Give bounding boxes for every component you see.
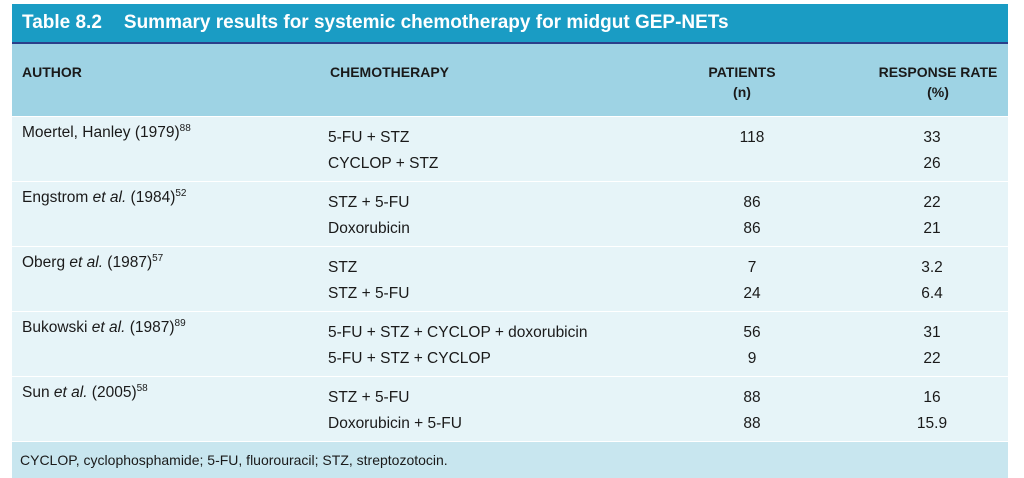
header-patients-unit: (n)	[733, 84, 751, 100]
table-row-group	[12, 246, 1008, 311]
response-cell: 22	[923, 350, 941, 367]
author-name: Sun et al. (2005)	[22, 384, 137, 402]
table-row-group	[12, 311, 1008, 376]
patients-cell: 88	[743, 389, 761, 406]
table-row-group	[12, 116, 1008, 181]
response-cell: 26	[923, 155, 941, 172]
header-patients-label: PATIENTS	[708, 64, 776, 80]
response-cell: 15.9	[916, 415, 948, 432]
header-author: AUTHOR	[22, 64, 82, 80]
chemotherapy-cell: 5-FU + STZ	[328, 129, 410, 146]
table-title-bar	[12, 4, 1008, 44]
chemotherapy-cell: 5-FU + STZ + CYCLOP	[328, 350, 491, 367]
patients-cell: 86	[743, 194, 761, 211]
header-response-label: RESPONSE RATE	[878, 64, 998, 80]
table-row-group	[12, 181, 1008, 246]
chemotherapy-cell: 5-FU + STZ + CYCLOP + doxorubicin	[328, 324, 588, 341]
patients-cell: 7	[747, 259, 757, 276]
chemotherapy-cell: STZ	[328, 259, 358, 276]
table-header-row	[12, 44, 1008, 116]
response-cell: 21	[923, 220, 941, 237]
patients-cell: 56	[743, 324, 761, 341]
response-cell: 16	[923, 389, 941, 406]
reference-number: 52	[175, 188, 187, 199]
table-body	[12, 116, 1008, 441]
response-cell: 6.4	[921, 285, 943, 302]
author-cell	[22, 318, 186, 337]
response-cell: 22	[923, 194, 941, 211]
author-cell	[22, 253, 163, 272]
chemotherapy-cell: Doxorubicin + 5-FU	[328, 415, 462, 432]
chemotherapy-cell: STZ + 5-FU	[328, 389, 410, 406]
chemotherapy-cell: STZ + 5-FU	[328, 194, 410, 211]
chemotherapy-cell: Doxorubicin	[328, 220, 410, 237]
chemotherapy-cell: CYCLOP + STZ	[328, 155, 439, 172]
header-response-rate	[868, 62, 1008, 102]
table-number: Table 8.2	[22, 12, 102, 33]
patients-cell: 88	[743, 415, 761, 432]
header-patients	[672, 62, 812, 102]
author-cell	[22, 383, 148, 402]
table-footnote: CYCLOP, cyclophosphamide; 5-FU, fluorouracil; STZ, streptozotocin.	[12, 441, 1008, 478]
author-name: Moertel, Hanley (1979)	[22, 124, 180, 142]
author-name: Bukowski et al. (1987)	[22, 319, 175, 337]
reference-number: 58	[136, 383, 148, 394]
author-name: Oberg et al. (1987)	[22, 254, 153, 272]
response-cell: 31	[923, 324, 941, 341]
patients-cell: 24	[743, 285, 761, 302]
patients-cell: 9	[747, 350, 757, 367]
reference-number: 89	[174, 318, 186, 329]
header-response-unit: (%)	[927, 84, 949, 100]
reference-number: 88	[179, 123, 191, 134]
patients-cell	[712, 153, 792, 175]
summary-table	[12, 4, 1008, 478]
chemotherapy-cell: STZ + 5-FU	[328, 285, 410, 302]
table-row-group	[12, 376, 1008, 441]
patients-cell: 118	[739, 129, 765, 146]
response-cell: 33	[923, 129, 941, 146]
reference-number: 57	[152, 253, 164, 264]
response-cell: 3.2	[921, 259, 943, 276]
author-cell	[22, 123, 191, 142]
author-cell	[22, 188, 187, 207]
author-name: Engstrom et al. (1984)	[22, 189, 176, 207]
patients-cell: 86	[743, 220, 761, 237]
table-title: Summary results for systemic chemotherapy for midgut GEP-NETs	[123, 12, 729, 33]
header-chemotherapy: CHEMOTHERAPY	[330, 64, 450, 80]
